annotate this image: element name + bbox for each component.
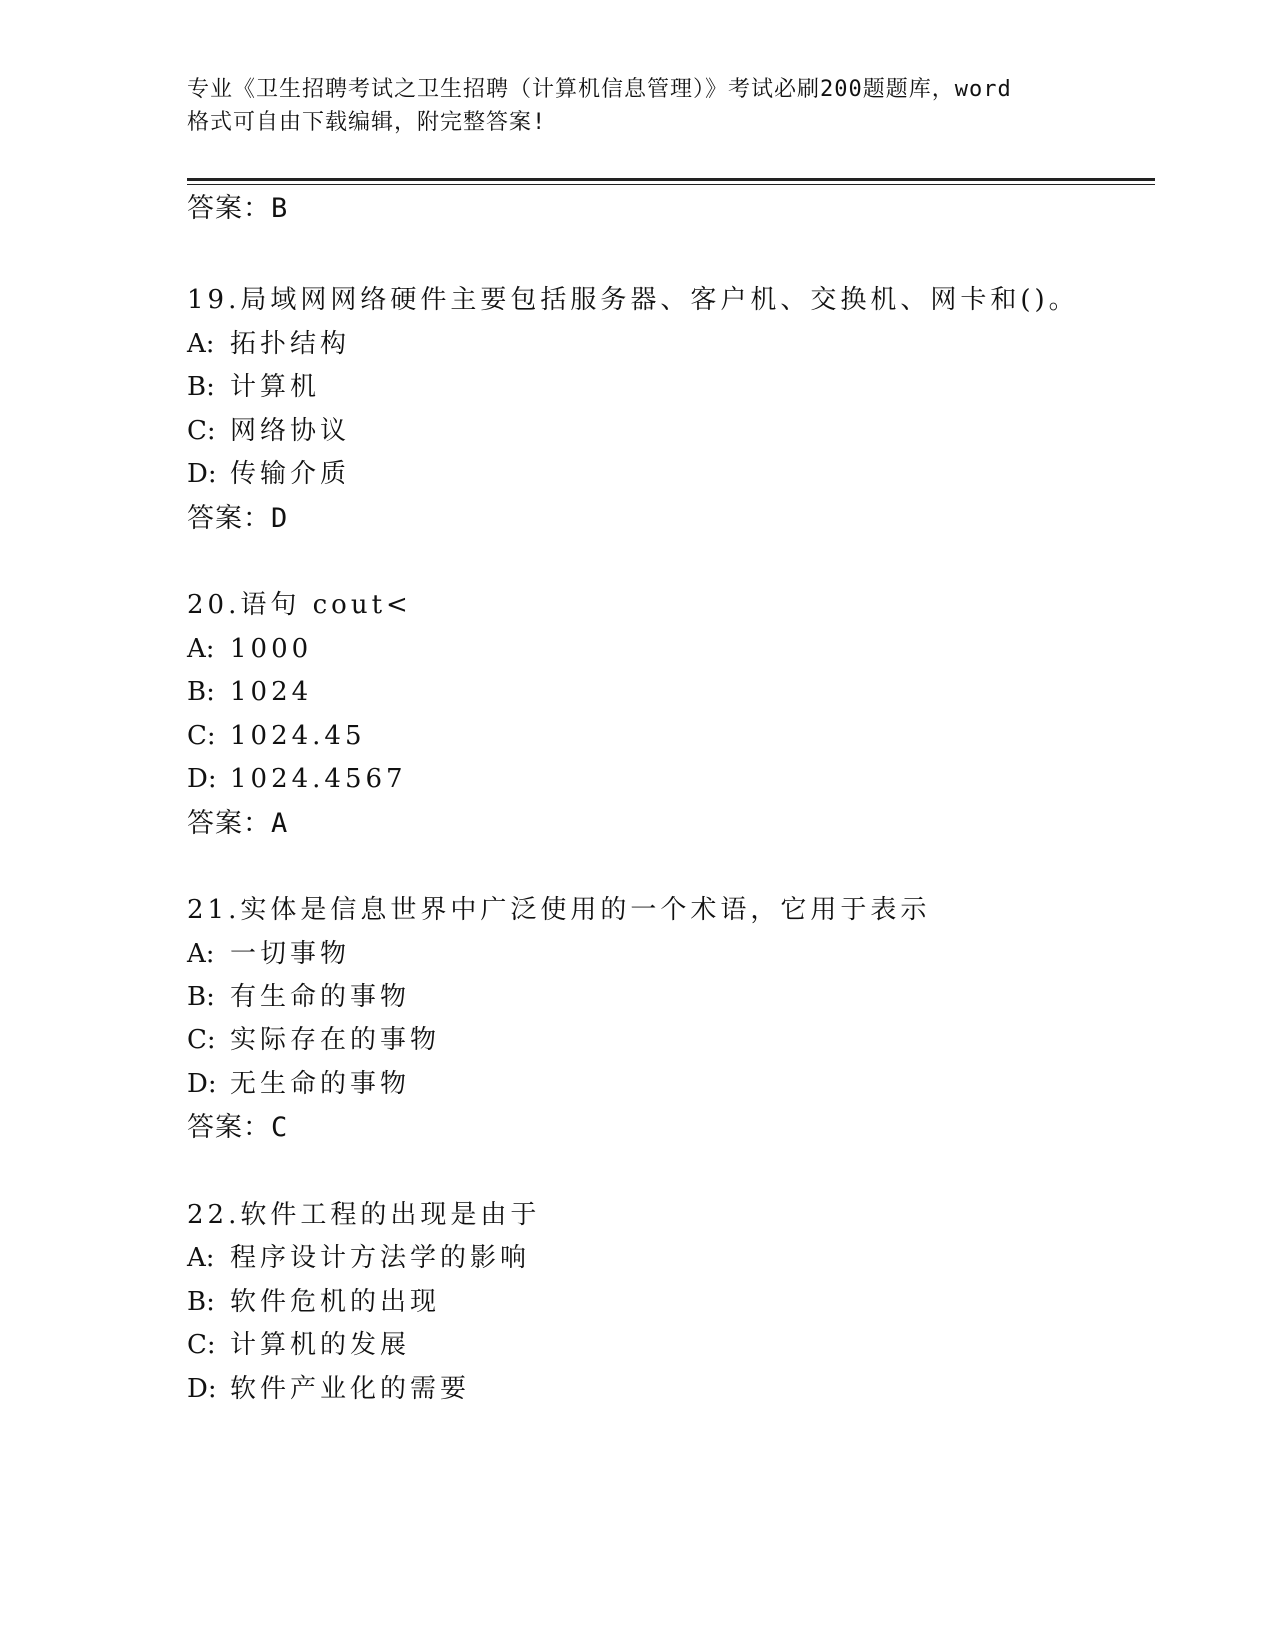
option-b (187, 368, 320, 406)
option-text: 有生命的事物 (230, 982, 411, 1012)
option-text: 1024 (230, 677, 313, 707)
option-letter: D: (187, 1374, 217, 1404)
option-text: 1000 (230, 634, 313, 664)
option-text: 软件危机的出现 (230, 1287, 441, 1317)
option-letter: C: (187, 1330, 216, 1360)
option-letter: A: (187, 329, 215, 359)
option-text: 1024.4567 (230, 764, 407, 794)
header-divider-thick (187, 178, 1155, 181)
option-c (187, 1326, 410, 1364)
option-b (187, 1283, 440, 1321)
option-c (187, 412, 350, 450)
option-d (187, 760, 407, 798)
option-a (187, 935, 350, 973)
option-letter: C: (187, 416, 216, 446)
option-c (187, 717, 366, 755)
option-text: 计算机的发展 (230, 1330, 411, 1360)
option-text: 无生命的事物 (230, 1069, 411, 1099)
answer-label: 答案：D (187, 503, 289, 534)
option-letter: B: (187, 1287, 215, 1317)
answer-label: 答案：A (187, 808, 289, 839)
document-header (187, 73, 1087, 139)
answer-previous: 答案：B (187, 193, 289, 224)
option-letter: B: (187, 677, 215, 707)
option-c (187, 1021, 440, 1059)
option-text: 实际存在的事物 (230, 1025, 441, 1055)
option-letter: D: (187, 1069, 217, 1099)
header-line-1: 专业《卫生招聘考试之卫生招聘（计算机信息管理）》考试必刷200题题库，word (187, 77, 1012, 102)
option-text: 拓扑结构 (230, 329, 351, 359)
option-text: 程序设计方法学的影响 (230, 1243, 531, 1273)
option-text: 1024.45 (230, 721, 366, 751)
option-a (187, 325, 350, 363)
option-text: 计算机 (230, 372, 321, 402)
option-letter: C: (187, 1025, 216, 1055)
header-line-2: 格式可自由下载编辑，附完整答案! (187, 110, 547, 135)
question-stem: 19.局域网网络硬件主要包括服务器、客户机、交换机、网卡和()。 (187, 285, 1079, 315)
option-letter: A: (187, 634, 215, 664)
option-text: 网络协议 (230, 416, 351, 446)
option-a (187, 1239, 530, 1277)
answer-label: 答案：C (187, 1112, 289, 1143)
option-letter: A: (187, 1243, 215, 1273)
option-a (187, 630, 312, 668)
option-d (187, 455, 350, 493)
option-letter: C: (187, 721, 216, 751)
option-b (187, 673, 312, 711)
option-letter: D: (187, 459, 217, 489)
option-b (187, 978, 410, 1016)
option-text: 软件产业化的需要 (230, 1374, 471, 1404)
question-stem: 21.实体是信息世界中广泛使用的一个术语，它用于表示 (187, 895, 931, 925)
header-divider-thin (187, 184, 1155, 185)
question-stem: 20.语句 cout< (187, 590, 412, 620)
option-d (187, 1370, 470, 1408)
question-stem: 22.软件工程的出现是由于 (187, 1200, 541, 1230)
option-letter: B: (187, 982, 215, 1012)
option-d (187, 1065, 410, 1103)
option-text: 传输介质 (230, 459, 351, 489)
option-letter: B: (187, 372, 215, 402)
option-letter: D: (187, 764, 217, 794)
option-text: 一切事物 (230, 939, 351, 969)
option-letter: A: (187, 939, 215, 969)
